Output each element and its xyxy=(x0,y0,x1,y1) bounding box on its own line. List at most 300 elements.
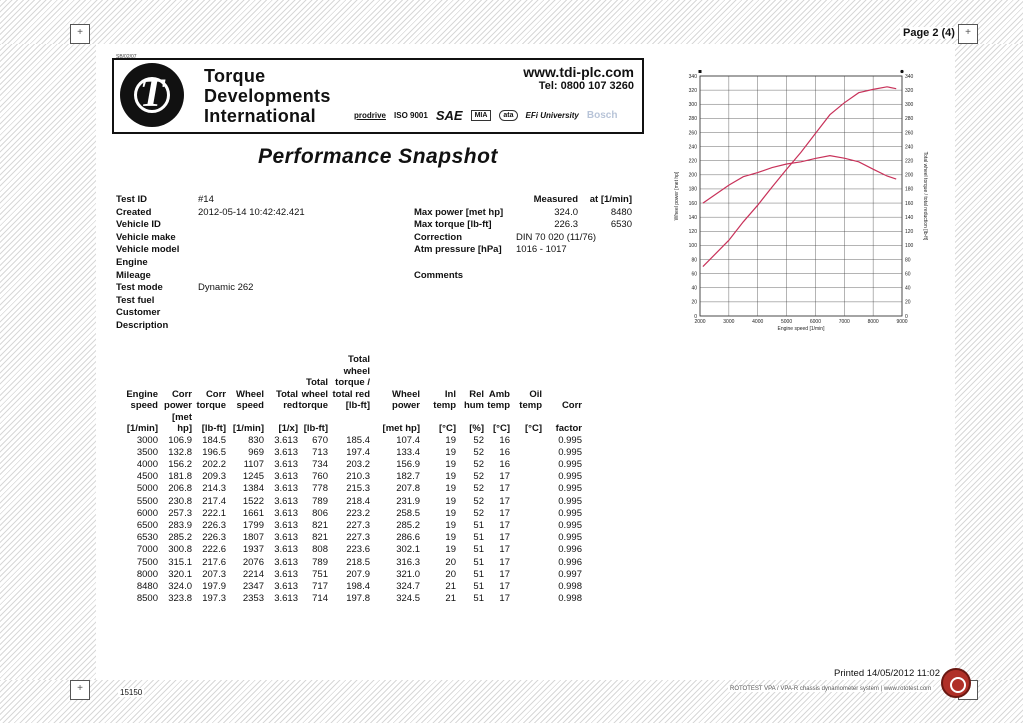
chart-y-tick-label: 40 xyxy=(691,285,697,292)
chart-y2-tick-label: 340 xyxy=(905,73,914,80)
table-cell: 197.3 xyxy=(202,593,226,605)
column-header: [lb-ft] xyxy=(303,423,328,434)
table-cell: 19 xyxy=(445,483,456,495)
info-row xyxy=(116,320,305,333)
info-row xyxy=(116,194,305,207)
column-header: [1/min] xyxy=(126,423,158,434)
chart-x-axis-label: Engine speed [1/min] xyxy=(777,326,825,332)
table-cell: 0.995 xyxy=(558,519,582,531)
column-header: [1/min] xyxy=(232,423,264,434)
table-cell: 806 xyxy=(312,507,328,519)
column-header xyxy=(192,354,226,366)
table-cell: 17 xyxy=(499,556,510,568)
chart-x-tick-label: 6000 xyxy=(809,319,821,325)
table-cell: 16 xyxy=(499,446,510,458)
table-cell: 218.4 xyxy=(346,495,370,507)
table-cell: 218.5 xyxy=(346,556,370,568)
column-header: [1/x] xyxy=(278,423,298,434)
table-cell: 6000 xyxy=(136,507,158,519)
table-row xyxy=(120,471,582,483)
table-cell: 19 xyxy=(445,544,456,556)
table-cell: 217.4 xyxy=(202,495,226,507)
column-header: Amb xyxy=(488,388,510,400)
table-cell: 324.5 xyxy=(396,593,420,605)
chart-y2-tick-label: 0 xyxy=(905,313,908,320)
column-header: Total xyxy=(306,377,328,388)
table-cell: 156.2 xyxy=(168,458,192,470)
table-cell xyxy=(510,544,542,556)
table-cell: 3.613 xyxy=(274,556,298,568)
table-cell: 106.9 xyxy=(168,434,192,446)
chart-y-tick-label: 160 xyxy=(688,200,697,207)
table-cell: 713 xyxy=(312,446,328,458)
table-cell: 215.3 xyxy=(346,483,370,495)
table-cell: 19 xyxy=(445,458,456,470)
info-row xyxy=(116,232,305,245)
column-header: torque xyxy=(298,400,328,411)
table-cell: 1522 xyxy=(242,495,264,507)
measured-rpm: 8480 xyxy=(610,206,632,218)
chart-y2-tick-label: 200 xyxy=(905,172,914,179)
table-cell: 52 xyxy=(473,507,484,519)
info-value: #14 xyxy=(198,194,214,205)
table-cell: 324.0 xyxy=(168,580,192,592)
table-row xyxy=(120,544,582,556)
info-label: Test fuel xyxy=(116,294,155,306)
table-cell: 19 xyxy=(445,519,456,531)
table-cell: 52 xyxy=(473,495,484,507)
column-header xyxy=(420,377,456,389)
table-cell: 2347 xyxy=(242,580,264,592)
table-cell: 0.995 xyxy=(558,446,582,458)
info-row xyxy=(116,282,305,295)
column-header: [lb-ft] xyxy=(201,423,226,434)
table-cell: 4500 xyxy=(136,471,158,483)
info-value: 2012-05-14 10:42:42.421 xyxy=(198,206,305,218)
table-cell: 17 xyxy=(499,519,510,531)
column-header: wheel xyxy=(343,365,370,377)
column-header xyxy=(264,377,298,389)
table-cell xyxy=(510,520,542,532)
table-cell: 17 xyxy=(499,544,510,556)
column-header xyxy=(456,366,484,378)
column-header: power xyxy=(392,400,420,411)
table-cell: 821 xyxy=(312,532,328,544)
table-cell: 3.613 xyxy=(274,544,298,556)
table-cell: 197.9 xyxy=(202,580,226,592)
info-label: Engine xyxy=(116,256,148,268)
table-cell xyxy=(510,483,542,495)
column-header xyxy=(370,377,420,389)
chart-x-tick-label: 2000 xyxy=(694,319,706,325)
column-header: [°C] xyxy=(525,423,542,434)
table-cell: 3.613 xyxy=(274,434,298,446)
table-cell: 217.6 xyxy=(202,556,226,568)
measured-label: Max torque [lb-ft] xyxy=(414,219,492,231)
table-cell: 19 xyxy=(445,495,456,507)
column-header xyxy=(328,412,370,435)
info-label: Created xyxy=(116,206,152,218)
info-label: Test mode xyxy=(116,282,163,294)
chart-x-tick-label: 5000 xyxy=(781,319,793,325)
border-hatch-right xyxy=(955,44,1023,680)
table-cell: 3.613 xyxy=(274,519,298,531)
table-cell: 107.4 xyxy=(396,434,420,446)
column-header: factor xyxy=(555,423,582,434)
table-cell: 17 xyxy=(499,532,510,544)
prodrive-logo-icon: prodrive xyxy=(354,111,387,120)
column-header: hum xyxy=(463,400,484,411)
table-cell xyxy=(510,508,542,520)
printed-timestamp: Printed 14/05/2012 11:02 xyxy=(834,668,940,679)
table-row xyxy=(120,520,582,532)
chart-y2-tick-label: 260 xyxy=(905,130,914,137)
table-cell: 51 xyxy=(473,556,484,568)
table-cell: 3.613 xyxy=(274,446,298,458)
corner-register-icon: + xyxy=(70,680,90,700)
table-cell: 16 xyxy=(499,458,510,470)
table-cell xyxy=(510,447,542,459)
table-cell: 207.8 xyxy=(396,483,420,495)
column-header xyxy=(192,366,226,378)
table-cell: 3.613 xyxy=(274,483,298,495)
table-cell: 3.613 xyxy=(274,495,298,507)
table-cell: 286.6 xyxy=(396,532,420,544)
column-header: Oil xyxy=(529,388,542,400)
table-cell: 206.8 xyxy=(168,483,192,495)
table-cell: 316.3 xyxy=(396,556,420,568)
table-cell: 52 xyxy=(473,458,484,470)
table-cell: 321.0 xyxy=(396,568,420,580)
table-cell: 1937 xyxy=(242,544,264,556)
table-cell: 3.613 xyxy=(274,593,298,605)
table-cell: 7000 xyxy=(136,544,158,556)
chart-y-axis-label: Wheel power [met hp] xyxy=(674,171,680,221)
chart-y-tick-label: 180 xyxy=(688,186,697,193)
table-cell xyxy=(510,459,542,471)
column-header xyxy=(158,377,192,389)
table-cell: 3.613 xyxy=(274,532,298,544)
company-website[interactable]: www.tdi-plc.com xyxy=(523,64,634,80)
table-cell: 19 xyxy=(445,446,456,458)
corner-register-icon: + xyxy=(958,24,978,44)
chart-y-tick-label: 120 xyxy=(688,229,697,236)
table-cell: 4000 xyxy=(136,458,158,470)
measured-row xyxy=(414,219,632,232)
table-cell: 207.3 xyxy=(202,568,226,580)
column-header xyxy=(120,377,158,389)
table-cell: 3.613 xyxy=(274,580,298,592)
table-cell: 751 xyxy=(312,568,328,580)
table-cell: 19 xyxy=(445,507,456,519)
table-cell: 717 xyxy=(312,580,328,592)
column-header xyxy=(510,366,542,378)
table-cell: 222.1 xyxy=(202,507,226,519)
table-row xyxy=(120,593,582,605)
chart-y-tick-label: 240 xyxy=(688,144,697,151)
table-cell: 734 xyxy=(312,458,328,470)
table-cell xyxy=(510,581,542,593)
sae-logo-icon: SAE xyxy=(435,108,463,123)
chart-y2-axis-label: Total wheel torque / total reduction [lb-ft] xyxy=(922,151,928,241)
measured-value: 226.3 xyxy=(554,219,578,231)
table-cell: 19 xyxy=(445,532,456,544)
table-cell: 17 xyxy=(499,495,510,507)
measured-summary xyxy=(414,194,632,257)
table-cell: 231.9 xyxy=(396,495,420,507)
table-cell: 1807 xyxy=(242,532,264,544)
column-header: [met hp] xyxy=(171,411,192,434)
table-cell: 258.5 xyxy=(396,507,420,519)
chart-y2-tick-label: 20 xyxy=(905,299,911,306)
table-cell: 670 xyxy=(312,434,328,446)
tdi-logo-icon xyxy=(120,63,184,127)
measured-label: Max power [met hp] xyxy=(414,206,504,218)
corner-register-icon: + xyxy=(70,24,90,44)
table-cell xyxy=(510,471,542,483)
table-cell xyxy=(510,435,542,447)
table-cell: 51 xyxy=(473,593,484,605)
chart-x-tick-label: 9000 xyxy=(896,319,908,325)
column-header: Corr xyxy=(561,400,582,411)
table-cell: 185.4 xyxy=(346,434,370,446)
table-cell: 223.2 xyxy=(346,507,370,519)
column-header xyxy=(542,366,582,378)
table-cell: 257.3 xyxy=(168,507,192,519)
table-cell: 51 xyxy=(473,519,484,531)
table-cell: 203.2 xyxy=(346,458,370,470)
measured-label: Atm pressure [hPa] xyxy=(414,244,502,256)
chart-frame xyxy=(700,76,902,316)
table-cell: 5500 xyxy=(136,495,158,507)
table-cell: 17 xyxy=(499,568,510,580)
column-header: [%] xyxy=(469,423,484,434)
measured-row xyxy=(414,232,632,245)
info-label: Vehicle model xyxy=(116,244,180,256)
column-header xyxy=(298,366,328,378)
table-cell: 302.1 xyxy=(396,544,420,556)
table-cell: 2076 xyxy=(242,556,264,568)
column-header: Engine xyxy=(126,388,158,400)
table-cell: 198.4 xyxy=(346,580,370,592)
table-cell: 0.996 xyxy=(558,556,582,568)
chart-x-tick-label: 4000 xyxy=(752,319,764,325)
column-header: temp xyxy=(487,400,510,411)
column-header: speed xyxy=(236,400,264,411)
column-header: Corr xyxy=(205,388,226,400)
info-row xyxy=(116,219,305,232)
chart-y2-tick-label: 120 xyxy=(905,229,914,236)
chart-y-tick-label: 220 xyxy=(688,158,697,165)
table-cell: 6500 xyxy=(136,519,158,531)
table-cell: 5000 xyxy=(136,483,158,495)
table-cell: 0.995 xyxy=(558,434,582,446)
company-phone: Tel: 0800 107 3260 xyxy=(538,80,634,92)
table-cell: 182.7 xyxy=(396,471,420,483)
table-cell: 0.995 xyxy=(558,483,582,495)
chart-y2-tick-label: 220 xyxy=(905,158,914,165)
table-cell: 214.3 xyxy=(202,483,226,495)
table-cell: 3.613 xyxy=(274,471,298,483)
chart-x-tick-label: 7000 xyxy=(838,319,850,325)
column-header: Total xyxy=(348,354,370,365)
info-label: Vehicle ID xyxy=(116,219,161,231)
column-header xyxy=(192,377,226,389)
chart-x-tick-label: 3000 xyxy=(723,319,735,325)
column-header xyxy=(542,389,582,401)
table-cell: 52 xyxy=(473,446,484,458)
table-cell: 7500 xyxy=(136,556,158,568)
table-cell: 8480 xyxy=(136,580,158,592)
chart-y2-tick-label: 320 xyxy=(905,87,914,94)
table-cell: 52 xyxy=(473,483,484,495)
chart-y-tick-label: 140 xyxy=(688,214,697,221)
table-cell: 17 xyxy=(499,471,510,483)
info-row xyxy=(116,295,305,308)
column-header: Rel xyxy=(469,388,484,400)
measured-label: Correction xyxy=(414,231,463,243)
table-cell: 133.4 xyxy=(396,446,420,458)
table-cell: 0.998 xyxy=(558,593,582,605)
column-header: torque / xyxy=(335,377,370,388)
table-cell: 3500 xyxy=(136,446,158,458)
column-header: red xyxy=(283,400,298,411)
column-header xyxy=(226,377,264,389)
rototest-seal-icon xyxy=(941,668,971,698)
column-header xyxy=(456,377,484,389)
table-cell: 226.3 xyxy=(202,532,226,544)
column-header xyxy=(370,366,420,378)
column-header xyxy=(420,354,456,366)
table-cell: 16 xyxy=(499,434,510,446)
table-cell: 17 xyxy=(499,483,510,495)
table-row xyxy=(120,508,582,520)
chart-y-tick-label: 0 xyxy=(694,313,697,320)
table-row xyxy=(120,532,582,544)
bosch-logo-icon: Bosch xyxy=(586,110,618,121)
column-header: Corr xyxy=(171,388,192,400)
table-cell: 197.8 xyxy=(346,593,370,605)
chart-y2-tick-label: 160 xyxy=(905,200,914,207)
table-row xyxy=(120,581,582,593)
column-header xyxy=(226,354,264,366)
measured-value: 1016 - 1017 xyxy=(516,244,567,256)
table-cell: 3.613 xyxy=(274,458,298,470)
table-cell: 323.8 xyxy=(168,593,192,605)
column-header: [°C] xyxy=(493,423,510,434)
table-cell: 3.613 xyxy=(274,568,298,580)
table-cell: 223.6 xyxy=(346,544,370,556)
chart-y-tick-label: 60 xyxy=(691,271,697,278)
measured-value: 324.0 xyxy=(554,206,578,218)
table-cell: 20 xyxy=(445,556,456,568)
table-cell: 821 xyxy=(312,519,328,531)
table-cell xyxy=(510,496,542,508)
table-cell: 8000 xyxy=(136,568,158,580)
table-cell: 285.2 xyxy=(168,532,192,544)
table-cell: 52 xyxy=(473,471,484,483)
document-id: 15150 xyxy=(120,688,143,697)
company-header xyxy=(112,58,644,134)
table-cell: 830 xyxy=(248,434,264,446)
column-header: [met hp] xyxy=(382,423,420,434)
table-cell: 3.613 xyxy=(274,507,298,519)
table-cell: 196.5 xyxy=(202,446,226,458)
measured-row xyxy=(414,207,632,220)
table-row xyxy=(120,483,582,495)
chart-y2-tick-label: 300 xyxy=(905,102,914,109)
table-cell: 808 xyxy=(312,544,328,556)
column-header: speed xyxy=(130,400,158,411)
table-cell: 283.9 xyxy=(168,519,192,531)
column-header: total red xyxy=(332,388,370,400)
table-cell: 324.7 xyxy=(396,580,420,592)
table-cell: 1384 xyxy=(242,483,264,495)
table-cell: 6530 xyxy=(136,532,158,544)
table-cell: 21 xyxy=(445,580,456,592)
table-cell: 0.998 xyxy=(558,580,582,592)
page-title: Performance Snapshot xyxy=(258,145,498,168)
measured-rpm: 6530 xyxy=(610,219,632,231)
column-header xyxy=(510,354,542,366)
page-number: Page 2 (4) xyxy=(900,27,958,39)
chart-y-tick-label: 340 xyxy=(688,73,697,80)
chart-y-tick-label: 100 xyxy=(688,243,697,250)
table-cell xyxy=(510,569,542,581)
column-header xyxy=(158,366,192,378)
table-row xyxy=(120,569,582,581)
info-row xyxy=(116,244,305,257)
certification-logos xyxy=(354,108,617,123)
table-cell: 132.8 xyxy=(168,446,192,458)
chart-y-tick-label: 20 xyxy=(691,299,697,306)
table-cell: 197.4 xyxy=(346,446,370,458)
table-cell: 21 xyxy=(445,593,456,605)
table-cell: 760 xyxy=(312,471,328,483)
table-row xyxy=(120,557,582,569)
column-header: torque xyxy=(196,400,226,411)
table-cell: 227.3 xyxy=(346,532,370,544)
chart-marker-icon xyxy=(699,70,702,73)
company-name: Torque Developments International xyxy=(204,66,331,126)
table-cell: 181.8 xyxy=(168,471,192,483)
mia-logo-icon: MIA xyxy=(471,110,492,121)
chart-y2-tick-label: 80 xyxy=(905,257,911,264)
table-cell: 156.9 xyxy=(396,458,420,470)
column-header: Wheel xyxy=(236,388,264,400)
chart-y-tick-label: 320 xyxy=(688,87,697,94)
table-cell: 0.995 xyxy=(558,532,582,544)
chart-marker-icon xyxy=(900,70,903,73)
table-cell: 0.997 xyxy=(558,568,582,580)
column-header: Total xyxy=(276,388,298,400)
table-cell: 51 xyxy=(473,532,484,544)
table-cell: 184.5 xyxy=(202,434,226,446)
table-cell: 226.3 xyxy=(202,519,226,531)
table-cell: 210.3 xyxy=(346,471,370,483)
column-header xyxy=(120,366,158,378)
column-header xyxy=(542,377,582,389)
table-cell: 0.996 xyxy=(558,544,582,556)
column-header xyxy=(120,354,158,366)
ata-logo-icon: ata xyxy=(499,110,517,121)
column-header xyxy=(420,366,456,378)
table-cell: 320.1 xyxy=(168,568,192,580)
table-cell: 0.995 xyxy=(558,495,582,507)
chart-y2-tick-label: 280 xyxy=(905,116,914,123)
chart-y-tick-label: 300 xyxy=(688,102,697,109)
column-header xyxy=(370,354,420,366)
